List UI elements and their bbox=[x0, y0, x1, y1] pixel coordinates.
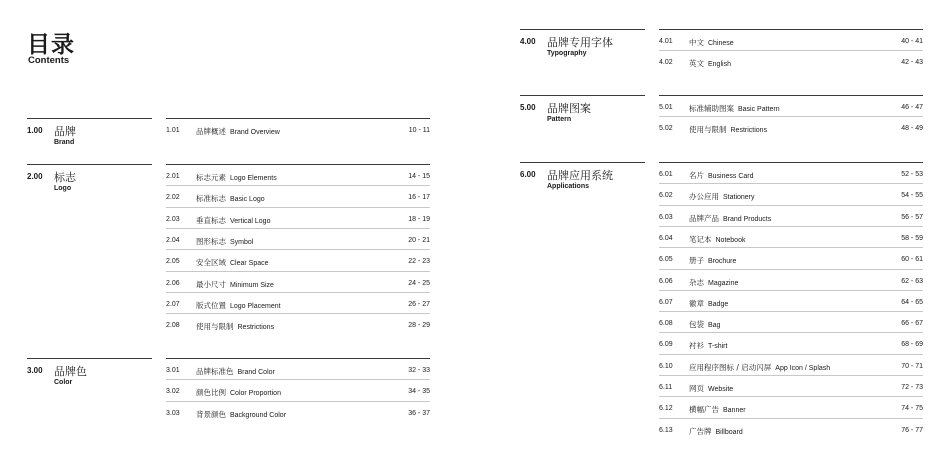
entry-number: 2.08 bbox=[166, 322, 180, 330]
toc-entry[interactable] bbox=[166, 164, 430, 185]
entry-title-en: Logo Placement bbox=[230, 302, 281, 310]
toc-entry[interactable] bbox=[166, 249, 430, 270]
entry-number: 2.04 bbox=[166, 236, 180, 244]
section-subtitle: Applications bbox=[547, 183, 590, 190]
entry-title-en: Stationery bbox=[723, 194, 755, 202]
entry-number: 2.02 bbox=[166, 194, 180, 202]
toc-entry[interactable] bbox=[166, 313, 430, 334]
entry-label bbox=[689, 298, 728, 309]
entry-label bbox=[689, 234, 745, 245]
entry-pages: 16 - 17 bbox=[408, 194, 430, 202]
entry-label bbox=[689, 340, 727, 351]
entry-number: 3.01 bbox=[166, 367, 180, 374]
entry-title-zh: 包袋 bbox=[689, 320, 704, 330]
entry-number: 6.10 bbox=[659, 362, 673, 370]
entry-number: 4.02 bbox=[659, 59, 673, 67]
toc-entry[interactable] bbox=[659, 226, 923, 247]
toc-entry[interactable] bbox=[659, 418, 923, 439]
toc-entry[interactable] bbox=[659, 162, 923, 183]
entry-title-en: Brand Overview bbox=[230, 129, 280, 136]
section-subtitle: Brand bbox=[54, 139, 75, 146]
entry-title-zh: 背景颜色 bbox=[196, 409, 226, 419]
entry-title-zh: 笔记本 bbox=[689, 234, 712, 244]
section-subtitle: Color bbox=[54, 379, 73, 386]
entry-pages: 66 - 67 bbox=[901, 320, 923, 328]
entry-number: 2.07 bbox=[166, 300, 180, 308]
entry-pages: 76 - 77 bbox=[901, 426, 923, 434]
toc-entry[interactable] bbox=[659, 205, 923, 226]
entry-pages: 20 - 21 bbox=[408, 236, 430, 244]
entry-title-en: Basic Pattern bbox=[738, 106, 780, 113]
entry-title-en: Bag bbox=[708, 322, 721, 330]
entry-label bbox=[196, 366, 275, 377]
entry-label bbox=[689, 362, 830, 373]
entry-title-zh: 册子 bbox=[689, 256, 704, 266]
section-divider bbox=[520, 162, 645, 163]
entry-number: 3.03 bbox=[166, 409, 180, 417]
entry-title-en: Minimum Size bbox=[230, 281, 274, 289]
toc-entry[interactable] bbox=[659, 354, 923, 375]
entry-title-zh: 衬衫 bbox=[689, 341, 704, 351]
toc-entry[interactable] bbox=[166, 379, 430, 400]
entry-pages: 18 - 19 bbox=[408, 215, 430, 223]
entry-title-en: Notebook bbox=[715, 236, 746, 244]
toc-entry[interactable] bbox=[166, 228, 430, 249]
entry-pages: 34 - 35 bbox=[408, 388, 430, 396]
entry-title-zh: 最小尺寸 bbox=[196, 279, 226, 289]
entry-title-zh: 图形标志 bbox=[196, 236, 226, 246]
entry-title-zh: 使用与限制 bbox=[689, 125, 727, 135]
entry-pages: 70 - 71 bbox=[901, 362, 923, 370]
entry-label bbox=[689, 383, 733, 394]
section-title: 品牌色 bbox=[54, 365, 87, 378]
section-subtitle: Typography bbox=[547, 50, 587, 57]
entry-title-en: T-shirt bbox=[708, 343, 728, 351]
entry-label bbox=[196, 193, 265, 204]
entry-pages: 48 - 49 bbox=[901, 125, 923, 133]
entry-pages: 28 - 29 bbox=[408, 322, 430, 330]
section-title: 品牌 bbox=[54, 125, 76, 138]
entry-label bbox=[689, 426, 743, 437]
entry-label bbox=[196, 172, 277, 183]
toc-entry[interactable] bbox=[166, 358, 430, 379]
entry-title-en: English bbox=[708, 61, 731, 69]
entry-number: 6.01 bbox=[659, 171, 673, 178]
toc-entry[interactable] bbox=[659, 95, 923, 116]
toc-entry[interactable] bbox=[659, 269, 923, 290]
entry-number: 1.01 bbox=[166, 127, 180, 134]
toc-entry[interactable] bbox=[166, 207, 430, 228]
toc-entry[interactable] bbox=[166, 401, 430, 422]
entry-number: 2.05 bbox=[166, 258, 180, 266]
entry-pages: 68 - 69 bbox=[901, 341, 923, 349]
entry-title-en: Brand Products bbox=[723, 215, 772, 223]
toc-entry[interactable] bbox=[659, 183, 923, 204]
section-title: 品牌专用字体 bbox=[547, 36, 613, 49]
toc-entry[interactable] bbox=[659, 29, 923, 50]
entry-title-en: Magazine bbox=[708, 279, 739, 287]
entry-title-zh: 品牌产品 bbox=[689, 213, 719, 223]
entry-pages: 46 - 47 bbox=[901, 104, 923, 111]
section-divider bbox=[520, 29, 645, 30]
entry-number: 2.06 bbox=[166, 279, 180, 287]
toc-entry[interactable] bbox=[166, 271, 430, 292]
entry-title-zh: 品牌标准色 bbox=[196, 367, 234, 376]
entry-label bbox=[196, 409, 286, 420]
entry-pages: 24 - 25 bbox=[408, 279, 430, 287]
entry-number: 6.12 bbox=[659, 405, 673, 413]
entry-label bbox=[689, 58, 731, 69]
entry-title-en: Banner bbox=[723, 407, 746, 415]
entry-title-en: Billboard bbox=[715, 428, 743, 436]
entry-title-zh: 使用与限制 bbox=[196, 322, 234, 332]
section-title: 品牌图案 bbox=[547, 102, 591, 115]
toc-entry[interactable] bbox=[659, 116, 923, 137]
entry-title-en: Restrictions bbox=[730, 127, 768, 135]
entry-title-zh: 安全区域 bbox=[196, 258, 226, 268]
entry-title-zh: 网页 bbox=[689, 384, 704, 393]
page-subtitle: Contents bbox=[28, 55, 70, 66]
entry-pages: 42 - 43 bbox=[901, 59, 923, 67]
entry-number: 5.02 bbox=[659, 125, 673, 133]
entry-pages: 14 - 15 bbox=[408, 173, 430, 180]
toc-entry[interactable] bbox=[659, 247, 923, 268]
entry-number: 6.04 bbox=[659, 234, 673, 242]
toc-entry[interactable] bbox=[659, 332, 923, 353]
entry-title-en: Website bbox=[708, 386, 734, 393]
entry-title-zh: 品牌概述 bbox=[196, 127, 226, 136]
entry-title-zh: 版式位置 bbox=[196, 300, 226, 310]
entry-label bbox=[689, 404, 746, 415]
entry-pages: 74 - 75 bbox=[901, 405, 923, 413]
entry-title-en: Business Card bbox=[708, 173, 754, 180]
toc-entry[interactable] bbox=[659, 50, 923, 71]
entry-pages: 36 - 37 bbox=[408, 409, 430, 417]
entry-title-zh: 垂直标志 bbox=[196, 215, 226, 225]
entry-title-en: Clear Space bbox=[230, 260, 269, 268]
entry-label bbox=[689, 37, 734, 48]
entry-number: 6.05 bbox=[659, 256, 673, 264]
entry-pages: 60 - 61 bbox=[901, 256, 923, 264]
toc-entry[interactable] bbox=[659, 290, 923, 311]
entry-title-zh: 应用程序图标 / 启动闪屏 bbox=[689, 362, 772, 372]
entry-number: 2.03 bbox=[166, 215, 180, 223]
entry-label bbox=[196, 387, 281, 398]
entry-title-en: Background Color bbox=[230, 411, 287, 419]
entry-title-zh: 标准标志 bbox=[196, 194, 226, 204]
entry-label bbox=[196, 126, 280, 137]
entry-label bbox=[689, 213, 771, 224]
entry-number: 6.06 bbox=[659, 277, 673, 285]
entry-title-en: Brand Color bbox=[237, 369, 275, 376]
entry-title-zh: 中文 bbox=[689, 38, 704, 47]
entry-pages: 40 - 41 bbox=[901, 38, 923, 45]
entry-label bbox=[196, 215, 270, 226]
section-subtitle: Logo bbox=[54, 185, 72, 192]
section-divider bbox=[520, 95, 645, 96]
entry-pages: 54 - 55 bbox=[901, 192, 923, 200]
entry-title-en: Brochure bbox=[708, 258, 737, 266]
entry-pages: 56 - 57 bbox=[901, 213, 923, 221]
section-title: 品牌应用系统 bbox=[547, 169, 613, 182]
entry-title-en: Chinese bbox=[708, 40, 734, 47]
entry-label bbox=[196, 257, 269, 268]
section-divider bbox=[27, 358, 152, 359]
section-subtitle: Pattern bbox=[547, 116, 572, 123]
entry-title-zh: 徽章 bbox=[689, 298, 704, 308]
entry-title-zh: 广告牌 bbox=[689, 426, 712, 436]
entry-label bbox=[196, 300, 281, 311]
section-number: 5.00 bbox=[520, 103, 536, 112]
entry-title-zh: 标准辅助图案 bbox=[689, 104, 734, 113]
entry-number: 5.01 bbox=[659, 104, 673, 111]
section-divider bbox=[27, 164, 152, 165]
entry-title-zh: 名片 bbox=[689, 171, 704, 180]
entry-title-zh: 标志元素 bbox=[196, 173, 226, 182]
toc-entry[interactable] bbox=[166, 292, 430, 313]
entry-number: 6.08 bbox=[659, 320, 673, 328]
entry-number: 2.01 bbox=[166, 173, 180, 180]
entry-pages: 64 - 65 bbox=[901, 298, 923, 306]
toc-entry[interactable] bbox=[166, 118, 430, 139]
section-number: 3.00 bbox=[27, 366, 43, 375]
section-number: 2.00 bbox=[27, 172, 43, 181]
entry-number: 6.03 bbox=[659, 213, 673, 221]
entry-title-zh: 办公应用 bbox=[689, 192, 719, 202]
entry-label bbox=[689, 255, 736, 266]
toc-entry[interactable] bbox=[659, 311, 923, 332]
entry-title-zh: 英文 bbox=[689, 59, 704, 69]
entry-title-zh: 杂志 bbox=[689, 277, 704, 287]
entry-label bbox=[689, 319, 720, 330]
entry-title-en: Restrictions bbox=[237, 324, 275, 332]
entry-label bbox=[689, 170, 754, 181]
entry-pages: 52 - 53 bbox=[901, 171, 923, 178]
entry-label bbox=[196, 279, 274, 290]
entry-pages: 10 - 11 bbox=[408, 127, 430, 134]
toc-entry[interactable] bbox=[659, 375, 923, 396]
entry-title-zh: 颜色比例 bbox=[196, 388, 226, 398]
entry-label bbox=[689, 277, 738, 288]
section-divider bbox=[27, 118, 152, 119]
toc-entry[interactable] bbox=[166, 185, 430, 206]
entry-title-en: Vertical Logo bbox=[230, 217, 271, 225]
section-number: 4.00 bbox=[520, 37, 536, 46]
entry-pages: 26 - 27 bbox=[408, 300, 430, 308]
toc-entry[interactable] bbox=[659, 396, 923, 417]
entry-pages: 58 - 59 bbox=[901, 234, 923, 242]
entry-number: 3.02 bbox=[166, 388, 180, 396]
entry-pages: 22 - 23 bbox=[408, 258, 430, 266]
entry-number: 4.01 bbox=[659, 38, 673, 45]
entry-number: 6.13 bbox=[659, 426, 673, 434]
entry-label bbox=[196, 321, 274, 332]
entry-number: 6.07 bbox=[659, 298, 673, 306]
entry-title-en: Symbol bbox=[230, 238, 254, 246]
entry-pages: 72 - 73 bbox=[901, 384, 923, 391]
page-title: 目录 bbox=[27, 32, 75, 58]
entry-label bbox=[689, 124, 767, 135]
section-title: 标志 bbox=[54, 171, 76, 184]
entry-number: 6.11 bbox=[659, 384, 673, 391]
entry-label bbox=[196, 236, 253, 247]
entry-label bbox=[689, 103, 780, 114]
entry-pages: 32 - 33 bbox=[408, 367, 430, 374]
entry-number: 6.02 bbox=[659, 192, 673, 200]
section-number: 1.00 bbox=[27, 126, 43, 135]
entry-title-en: Basic Logo bbox=[230, 196, 265, 204]
entry-title-en: App Icon / Splash bbox=[775, 364, 831, 372]
entry-title-zh: 横幅广告 bbox=[689, 405, 719, 415]
section-number: 6.00 bbox=[520, 170, 536, 179]
entry-title-en: Logo Elements bbox=[230, 175, 277, 182]
entry-label bbox=[689, 191, 755, 202]
entry-title-en: Badge bbox=[708, 300, 729, 308]
entry-pages: 62 - 63 bbox=[901, 277, 923, 285]
entry-number: 6.09 bbox=[659, 341, 673, 349]
entry-title-en: Color Proportion bbox=[230, 390, 281, 398]
